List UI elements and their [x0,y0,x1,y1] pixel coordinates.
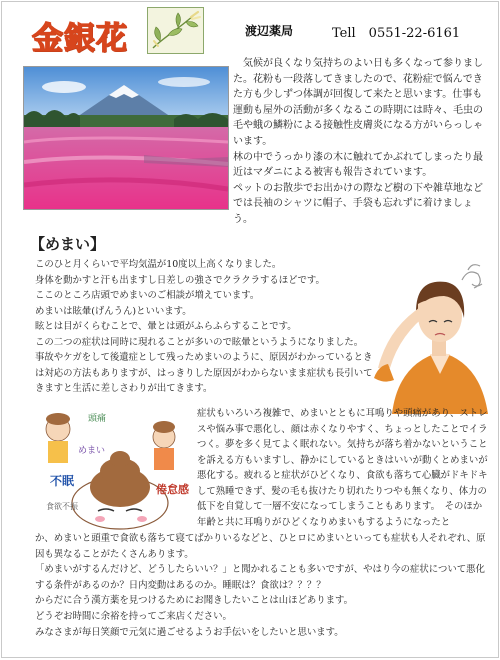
text-line: か、めまいと頭重で食欲も落ちて寝てばかりいるなどと、ひとロにめまいといっても症状も人それぞれ、原因も異なることがたくさんあります。 [35,533,486,560]
mount-fuji-flower-field-photo [23,66,229,210]
headache-label: 頭痛 [88,414,107,424]
intro-text [233,56,485,228]
text-line: 眩とは目がくらむことで、暈とは頭がふらふらすることです。 [35,321,297,332]
text-line: みなさまが毎日笑顔で元気に過ごせるようお手伝いをしたいと思います。 [35,626,344,638]
text-line: ここのところ店頭でめまいのご相談が増えています。 [35,290,260,301]
pharmacy-name: 渡辺薬局 [245,24,294,38]
telephone-number: Tell 0551-22-6161 [332,26,461,41]
text-line: このひと月くらいで平均気温が10度以上高くなりました。 [35,259,282,270]
vertigo-label: めまい [78,446,106,456]
fatigue-label: 倦怠感 [156,483,189,496]
insomnia-label: 不眠 [50,474,75,488]
vertigo-paragraph-2 [197,406,489,530]
text-block: 症状もいろいろ複雑で、めまいとともに耳鳴りや頭痛があり、ストレスや悩み事で悪化し、顔は赤くなりやすく、ちょっとしたことでイラつく。夢を多く見てよく眠れない。気持ちが落ち着かないということを訴える方もいますし、静かにしているときはいいが動くとめまいが悪化する。疲れると症状がひどくなり、食欲も落ちて心臓がドキドキして熟睡できず、髪の毛も抜けたり切れたりつやも無くなり、体力の低下を自覚して一層不安になってしまうこともあります。 そのほか年齢と共に耳鳴りがひどくなりめまいもするようになったと [197,408,488,528]
text-line: 身体を動かすと汗も出ますし日差しの強さでクラクラするほどです。 [35,274,325,286]
appetite-loss-label: 食欲不振 [46,502,78,511]
brand-title: 金銀花 [32,21,128,57]
newsletter-page [1,1,499,658]
section-heading-vertigo: 【めまい】 [30,235,106,253]
honeysuckle-logo [147,7,204,54]
text-line: 事故やケガをして後遺症として残っためまいのように、原因がわかっているときは対応の方法もありますが、はっきりした原因がわからないまま症状も長引いてきますと生活に差しさわりが出てきます。 [35,352,373,394]
intro-paragraph: 気候が良くなり気持ちのよい日も多くなって参りました。花粉も一段落してきましたので、花粉症で悩んできた方も少しずつ体調が回復して来たと思います。仕事も運動も屋外の活動が多くなるこの時期には時々、毛虫の毛や蛾の鱗粉による接触性皮膚炎になる方がいらっしゃいます。 [233,58,483,147]
dizzy-woman-illustration [372,250,490,414]
vertigo-paragraph-1 [35,257,375,397]
text-line: 「めまいがするんだけど、どうしたらいい？」と聞かれることも多いですが、やはり今の症状について悪化する条件があるのか？日内変動はあるのか。睡眠は？食欲は？？？？ [35,564,485,591]
vertigo-paragraph-3 [35,531,487,640]
text-line: めまいは眩暈(げんうん)といいます。 [35,305,192,317]
intro-paragraph: 林の中でうっかり漆の木に触れてかぶれてしまったり最近はマダニによる被害も報告されています。 [233,151,483,179]
text-line: どうぞお時間に余裕を持ってご来店ください。 [35,610,232,622]
text-line: からだに合う漢方薬を見つけるためにお聞きしたいことは山ほどあります。 [35,595,354,607]
symptoms-illustration [28,407,193,532]
text-line: この二つの症状は同時に現れることが多いので眩暈というようになりました。 [35,336,364,348]
intro-paragraph: ペットのお散歩でお出かけの際など樹の下や雑草地などでは長袖のシャツに帽子、手袋も忘れずに着けましょう。 [233,182,483,225]
